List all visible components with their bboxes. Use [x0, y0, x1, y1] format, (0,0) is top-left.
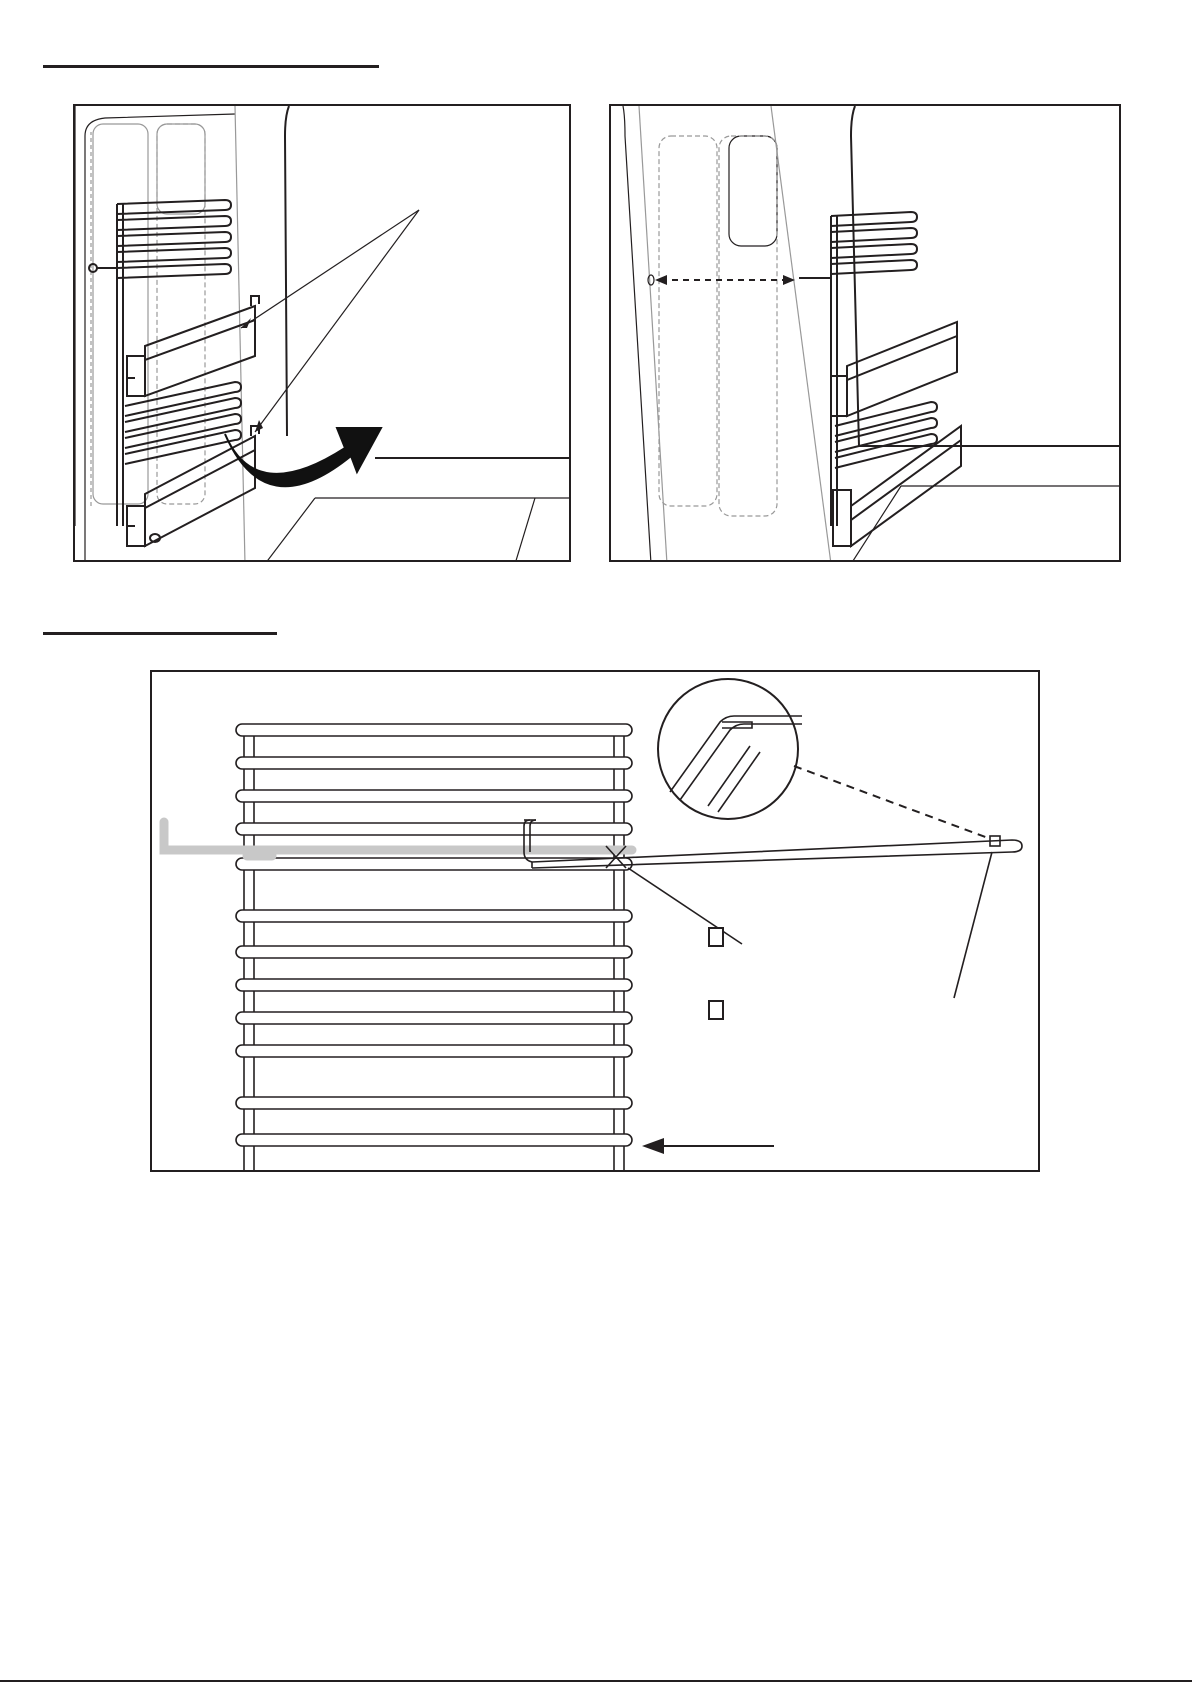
rack-wire: [236, 757, 632, 769]
section-1-heading-rule: [43, 65, 379, 68]
figure-b-illustration: [611, 106, 1121, 562]
section-2-heading-rule: [43, 632, 277, 635]
rack-wire: [236, 1134, 632, 1146]
rack-wire: [236, 1045, 632, 1057]
rack-wire: [236, 979, 632, 991]
rack-wire: [236, 910, 632, 922]
rotate-arrow-icon: [225, 428, 381, 486]
rack-wire: [236, 1012, 632, 1024]
checkbox-2[interactable]: [708, 1000, 724, 1020]
checkbox-1[interactable]: [708, 927, 724, 947]
rack-wires: [236, 724, 632, 1146]
rack-wire: [236, 946, 632, 958]
figure-a-illustration: [75, 106, 571, 562]
rack-wire: [236, 790, 632, 802]
figure-a-panel: [73, 104, 571, 562]
footer-rule: [0, 1680, 1192, 1682]
rack-wire: [236, 1097, 632, 1109]
left-arrow-icon: [642, 1138, 664, 1154]
rack-wire: [236, 724, 632, 736]
rack-wire: [236, 823, 632, 835]
figure-b-panel: [609, 104, 1121, 562]
figure-c-illustration: [152, 672, 1040, 1172]
figure-c-panel: [150, 670, 1040, 1172]
